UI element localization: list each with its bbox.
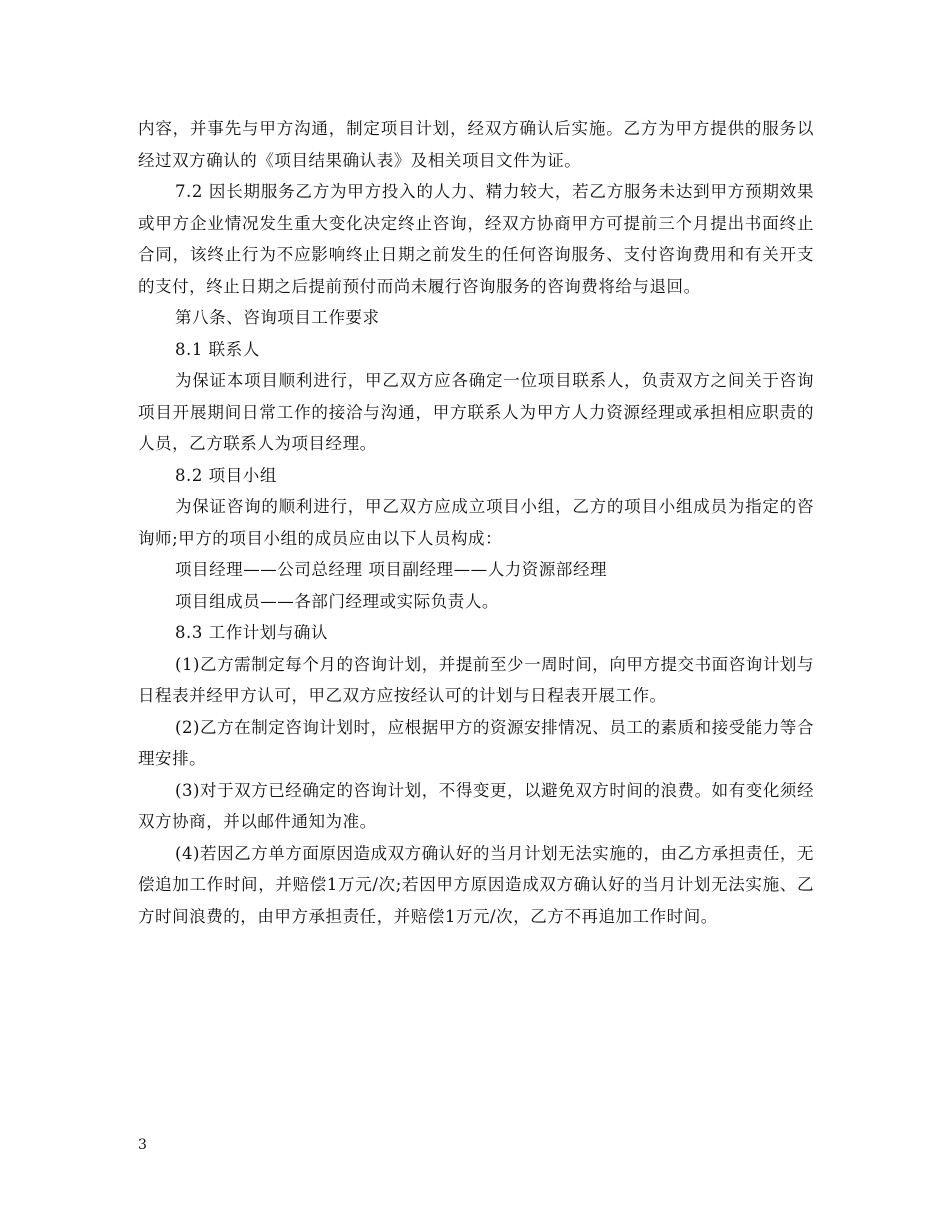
paragraph-plan-item-1: (1)乙方需制定每个月的咨询计划，并提前至少一周时间，向甲方提交书面咨询计划与日程表并经甲方认可，甲乙双方应按经认可的计划与日程表开展工作。 (138, 654, 814, 705)
paragraph-team-managers: 项目经理——公司总经理 项目副经理——人力资源部经理 (175, 560, 608, 579)
heading-8-1-contact: 8.1 联系人 (175, 339, 260, 359)
paragraph-plan-item-2: (2)乙方在制定咨询计划时，应根据甲方的资源安排情况、员工的素质和接受能力等合理安排。 (138, 717, 814, 768)
paragraph-8-2-team: 为保证咨询的顺利进行，甲乙双方应成立项目小组，乙方的项目小组成员为指定的咨询师;甲方的项目小组的成员应由以下人员构成： (138, 497, 814, 548)
heading-article-8: 第八条、咨询项目工作要求 (175, 308, 380, 327)
document-body (138, 113, 814, 932)
page-number: 3 (138, 1137, 147, 1153)
paragraph-team-members: 项目组成员——各部门经理或实际负责人。 (175, 591, 499, 611)
heading-8-2-team: 8.2 项目小组 (175, 465, 277, 485)
paragraph-plan-item-3: (3)对于双方已经确定的咨询计划，不得变更，以避免双方时间的浪费。如有变化须经双方协商，并以邮件通知为准。 (138, 780, 814, 831)
paragraph-7-2-termination: 7.2 因长期服务乙方为甲方投入的人力、精力较大，若乙方服务未达到甲方预期效果或甲方企业情况发生重大变化决定终止咨询，经双方协商甲方可提前三个月提出书面终止合同，该终止行为不应影响终止日期之前发生的任何咨询服务、支付咨询费用和有关开支的支付，终止日期之后提前预付而尚未履行咨询服务的咨询费将给与退回。 (138, 182, 814, 296)
paragraph-service-evidence: 内容，并事先与甲方沟通，制定项目计划，经双方确认后实施。乙方为甲方提供的服务以经过双方确认的《项目结果确认表》及相关项目文件为证。 (138, 119, 814, 170)
heading-8-3-plan: 8.3 工作计划与确认 (175, 623, 329, 642)
paragraph-8-1-contact: 为保证本项目顺利进行，甲乙双方应各确定一位项目联系人，负责双方之间关于咨询项目开展期间日常工作的接洽与沟通，甲方联系人为甲方人力资源经理或承担相应职责的人员，乙方联系人为项目经理。 (138, 371, 814, 453)
paragraph-plan-item-4: (4)若因乙方单方面原因造成双方确认好的当月计划无法实施的，由乙方承担责任，无偿追加工作时间，并赔偿1万元/次;若因甲方原因造成双方确认好的当月计划无法实施、乙方时间浪费的，由甲方承担责任，并赔偿1万元/次，乙方不再追加工作时间。 (138, 843, 814, 926)
